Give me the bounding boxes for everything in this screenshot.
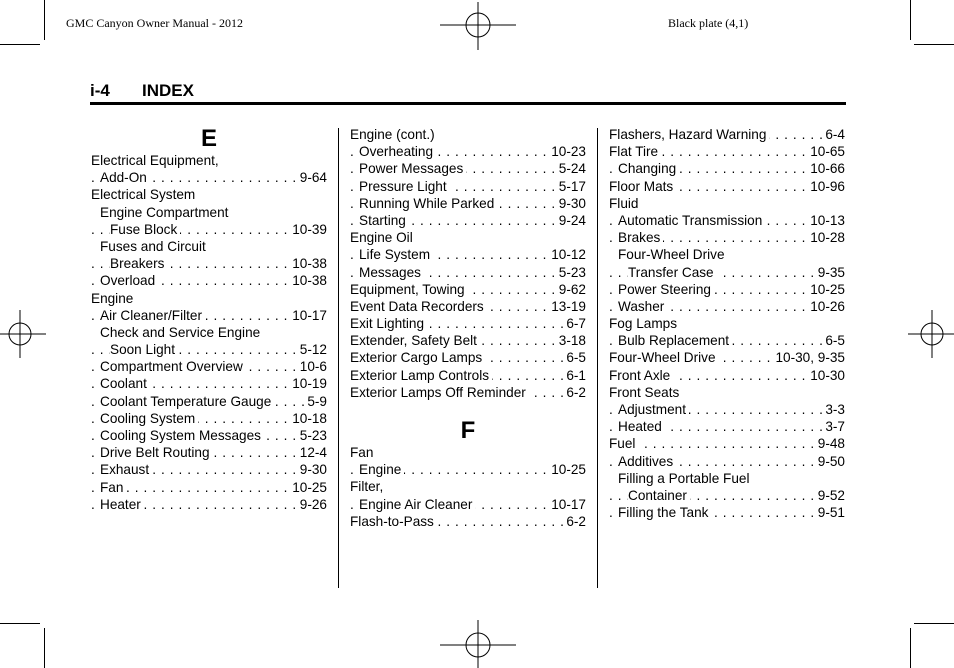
section-header — [90, 81, 194, 101]
index-entry — [609, 178, 845, 195]
index-entry-page: 10-26 — [807, 298, 845, 315]
index-entry-page: 3-18 — [556, 332, 586, 349]
index-entry-page: 3-3 — [822, 401, 845, 418]
index-entry-page: 10-23 — [548, 143, 586, 160]
index-entry — [350, 478, 586, 495]
index-column-1 — [91, 126, 327, 513]
index-entry-page: 10-25 — [289, 479, 327, 496]
index-entry-page: 9-52 — [815, 487, 845, 504]
index-entry-term: Pressure Light — [359, 179, 450, 194]
index-entry — [350, 349, 586, 366]
index-entry — [609, 453, 845, 470]
index-entry — [91, 479, 327, 496]
index-entry — [609, 160, 845, 177]
index-entry-page: 5-9 — [304, 393, 327, 410]
index-entry-term: Exterior Cargo Lamps — [350, 350, 485, 365]
index-entry — [91, 238, 327, 255]
index-entry-term: Equipment, Towing — [350, 282, 468, 297]
index-entry-term: Filling the Tank — [618, 505, 711, 520]
index-entry-term: Flash-to-Pass — [350, 514, 437, 529]
index-entry — [350, 496, 586, 513]
index-entry-term: Transfer Case — [628, 265, 717, 280]
index-entry-page: 10-17 — [548, 496, 586, 513]
index-column-3 — [609, 126, 845, 521]
index-entry — [91, 272, 327, 289]
index-entry-page: 12-4 — [297, 444, 327, 461]
index-entry — [609, 126, 845, 143]
index-entry-page: 10-39 — [289, 221, 327, 238]
index-entry — [350, 461, 586, 478]
index-entry-page: 10-38 — [289, 255, 327, 272]
index-entry-term: Cooling System — [100, 411, 198, 426]
index-entry — [350, 367, 586, 384]
index-entry — [609, 384, 845, 401]
index-entry — [350, 444, 586, 461]
index-entry-page: 6-5 — [822, 332, 845, 349]
index-entry-page: 9-26 — [297, 496, 327, 513]
index-entry — [609, 470, 845, 487]
registration-mark-icon — [440, 2, 516, 52]
index-entry-term: Heated — [618, 419, 665, 434]
index-entry-page: 5-23 — [297, 427, 327, 444]
index-entry-page: 5-17 — [556, 178, 586, 195]
index-entry — [91, 307, 327, 324]
index-entry-page: 5-12 — [297, 341, 327, 358]
index-entry — [609, 315, 845, 332]
index-entry-term: Add-On — [100, 170, 150, 185]
crop-mark — [0, 44, 40, 45]
index-entry — [350, 229, 586, 246]
index-entry-page: 10-6 — [297, 358, 327, 375]
index-entry-term: Engine Oil — [350, 230, 416, 245]
index-entry-term: Coolant — [100, 376, 150, 391]
header-rule — [90, 102, 846, 105]
index-entry-term: Bulb Replacement — [618, 333, 732, 348]
column-divider — [597, 128, 598, 588]
index-entry-page: 5-23 — [556, 264, 586, 281]
index-entry-page: 6-4 — [822, 126, 845, 143]
index-entry-page: 13-19 — [548, 298, 586, 315]
index-entry — [91, 255, 327, 272]
index-entry-term: Front Axle — [609, 368, 673, 383]
index-entry-term: Exterior Lamps Off Reminder — [350, 385, 529, 400]
index-entry — [91, 496, 327, 513]
index-entry-term: Engine — [359, 462, 404, 477]
index-entry-page: 5-24 — [556, 160, 586, 177]
index-entry-term: Electrical System — [91, 187, 198, 202]
index-entry-term: Four-Wheel Drive — [609, 350, 719, 365]
crop-mark — [44, 0, 45, 40]
index-entry — [609, 246, 845, 263]
index-entry — [91, 461, 327, 478]
index-entry-page: 10-25 — [548, 461, 586, 478]
index-entry-term: Washer — [618, 299, 667, 314]
index-entry-page: 9-62 — [556, 281, 586, 298]
index-entry-page: 10-30 — [807, 367, 845, 384]
index-column-2 — [350, 126, 586, 530]
index-entry — [91, 427, 327, 444]
section-title: INDEX — [142, 81, 194, 100]
index-entry — [609, 349, 845, 366]
index-entry — [609, 332, 845, 349]
index-entry — [350, 160, 586, 177]
section-gap — [350, 401, 586, 418]
index-entry-term: Life System — [359, 247, 433, 262]
index-entry — [350, 195, 586, 212]
index-entry-page: 9-48 — [815, 435, 845, 452]
index-entry-term: Four-Wheel Drive — [618, 247, 728, 262]
index-entry-term: Extender, Safety Belt — [350, 333, 480, 348]
index-entry-term: Brakes — [618, 230, 663, 245]
index-entry-term: Front Seats — [609, 385, 682, 400]
index-entry — [609, 264, 845, 281]
index-entry-page: 10-38 — [289, 272, 327, 289]
index-entry-term: Changing — [618, 161, 679, 176]
index-entry-page: 10-18 — [289, 410, 327, 427]
index-entry — [91, 186, 327, 203]
index-entry — [350, 212, 586, 229]
index-entry-term: Container — [628, 488, 690, 503]
index-entry-term: Flat Tire — [609, 144, 661, 159]
index-entry — [91, 290, 327, 307]
index-entry-term: Engine — [91, 291, 136, 306]
index-entry-term: Floor Mats — [609, 179, 676, 194]
index-entry-term: Check and Service Engine — [100, 325, 263, 340]
index-entry-term: Compartment Overview — [100, 359, 246, 374]
index-entry — [350, 246, 586, 263]
index-entry-page: 10-30, 9-35 — [772, 349, 845, 366]
index-entry-term: Overload — [100, 273, 158, 288]
index-entry-page: 10-19 — [289, 375, 327, 392]
index-entry — [91, 393, 327, 410]
index-entry-page: 9-24 — [556, 212, 586, 229]
index-entry — [91, 341, 327, 358]
index-entry-term: Running While Parked — [359, 196, 497, 211]
index-entry-term: Electrical Equipment, — [91, 153, 222, 168]
index-entry — [609, 435, 845, 452]
index-entry — [609, 401, 845, 418]
index-entry-term: Air Cleaner/Filter — [100, 308, 205, 323]
index-entry-page: 10-17 — [289, 307, 327, 324]
index-entry — [91, 358, 327, 375]
index-entry-page: 10-66 — [807, 160, 845, 177]
index-letter-heading: E — [200, 125, 217, 152]
index-entry-term: Filter, — [350, 479, 386, 494]
page-number: i-4 — [90, 81, 110, 100]
document-title: GMC Canyon Owner Manual - 2012 — [66, 16, 243, 30]
index-entry-page: 9-51 — [815, 504, 845, 521]
index-entry-term: Engine (cont.) — [350, 127, 438, 142]
index-entry-page: 10-96 — [807, 178, 845, 195]
crop-mark — [44, 628, 45, 668]
index-entry — [609, 487, 845, 504]
index-entry-page: 9-30 — [556, 195, 586, 212]
registration-mark-icon — [908, 310, 954, 358]
index-entry — [91, 410, 327, 427]
index-entry-page: 9-30 — [297, 461, 327, 478]
index-entry — [350, 298, 586, 315]
crop-mark — [914, 623, 954, 624]
index-entry-term: Starting — [359, 213, 409, 228]
index-entry-term: Automatic Transmission — [618, 213, 765, 228]
index-entry-term: Additives — [618, 454, 676, 469]
index-entry — [609, 212, 845, 229]
index-entry — [350, 264, 586, 281]
index-entry-term: Drive Belt Routing — [100, 445, 213, 460]
index-entry-term: Engine Air Cleaner — [359, 497, 475, 512]
index-entry-page: 6-1 — [563, 367, 586, 384]
index-entry-page: 10-65 — [807, 143, 845, 160]
index-entry — [609, 298, 845, 315]
index-entry-page: 9-50 — [815, 453, 845, 470]
index-entry — [91, 375, 327, 392]
index-entry-term: Fuse Block — [110, 222, 180, 237]
index-entry — [609, 418, 845, 435]
index-entry-term: Heater — [100, 497, 144, 512]
index-entry-term: Fan — [350, 445, 376, 460]
index-entry-term: Exterior Lamp Controls — [350, 368, 492, 383]
index-entry-page: 10-28 — [807, 229, 845, 246]
index-entry — [350, 384, 586, 401]
index-entry — [609, 281, 845, 298]
index-entry-term: Fuses and Circuit — [100, 239, 209, 254]
registration-mark-icon — [0, 310, 46, 358]
index-entry — [350, 332, 586, 349]
crop-mark — [910, 0, 911, 40]
column-divider — [338, 128, 339, 588]
index-entry-page: 6-2 — [563, 384, 586, 401]
index-entry-term: Engine Compartment — [100, 205, 231, 220]
index-entry — [350, 143, 586, 160]
crop-mark — [0, 623, 40, 624]
index-entry-term: Fan — [100, 480, 126, 495]
index-entry — [91, 444, 327, 461]
index-entry-page: 10-25 — [807, 281, 845, 298]
index-entry — [91, 324, 327, 341]
index-entry-page: 10-12 — [548, 246, 586, 263]
index-entry — [91, 169, 327, 186]
index-entry-page: 9-35 — [815, 264, 845, 281]
index-entry-term: Event Data Recorders — [350, 299, 487, 314]
index-entry — [609, 143, 845, 160]
index-entry — [91, 221, 327, 238]
index-entry — [91, 152, 327, 169]
index-entry-term: Cooling System Messages — [100, 428, 264, 443]
index-entry — [91, 204, 327, 221]
index-entry-page: 3-7 — [822, 418, 845, 435]
index-entry-term: Fog Lamps — [609, 316, 680, 331]
index-entry — [609, 367, 845, 384]
index-entry — [609, 195, 845, 212]
index-entry-page: 10-13 — [807, 212, 845, 229]
index-entry — [609, 229, 845, 246]
index-entry-term: Overheating — [359, 144, 436, 159]
crop-mark — [910, 628, 911, 668]
index-entry-term: Exhaust — [100, 462, 152, 477]
index-letter-heading: F — [460, 417, 476, 444]
registration-mark-icon — [440, 618, 516, 668]
index-entry-term: Fuel — [609, 436, 638, 451]
index-entry-page: 9-64 — [297, 169, 327, 186]
index-entry-page: 6-7 — [563, 315, 586, 332]
index-entry-term: Adjustment — [618, 402, 689, 417]
index-entry-term: Power Steering — [618, 282, 714, 297]
index-entry-term: Breakers — [110, 256, 167, 271]
index-entry-term: Messages — [359, 265, 424, 280]
index-entry-term: Flashers, Hazard Warning — [609, 127, 769, 142]
index-entry-page: 6-2 — [563, 513, 586, 530]
index-entry-term: Coolant Temperature Gauge — [100, 394, 274, 409]
index-entry-page: 6-5 — [563, 349, 586, 366]
index-entry — [609, 504, 845, 521]
index-entry-term: Soon Light — [110, 342, 178, 357]
index-entry — [350, 315, 586, 332]
index-entry-term: Exit Lighting — [350, 316, 427, 331]
index-entry-term: Fluid — [609, 196, 641, 211]
plate-label: Black plate (4,1) — [668, 16, 749, 30]
index-entry — [350, 513, 586, 530]
index-entry — [350, 126, 586, 143]
index-entry — [350, 178, 586, 195]
index-entry-term: Filling a Portable Fuel — [618, 471, 752, 486]
crop-mark — [914, 44, 954, 45]
index-entry-term: Power Messages — [359, 161, 466, 176]
index-entry — [350, 281, 586, 298]
